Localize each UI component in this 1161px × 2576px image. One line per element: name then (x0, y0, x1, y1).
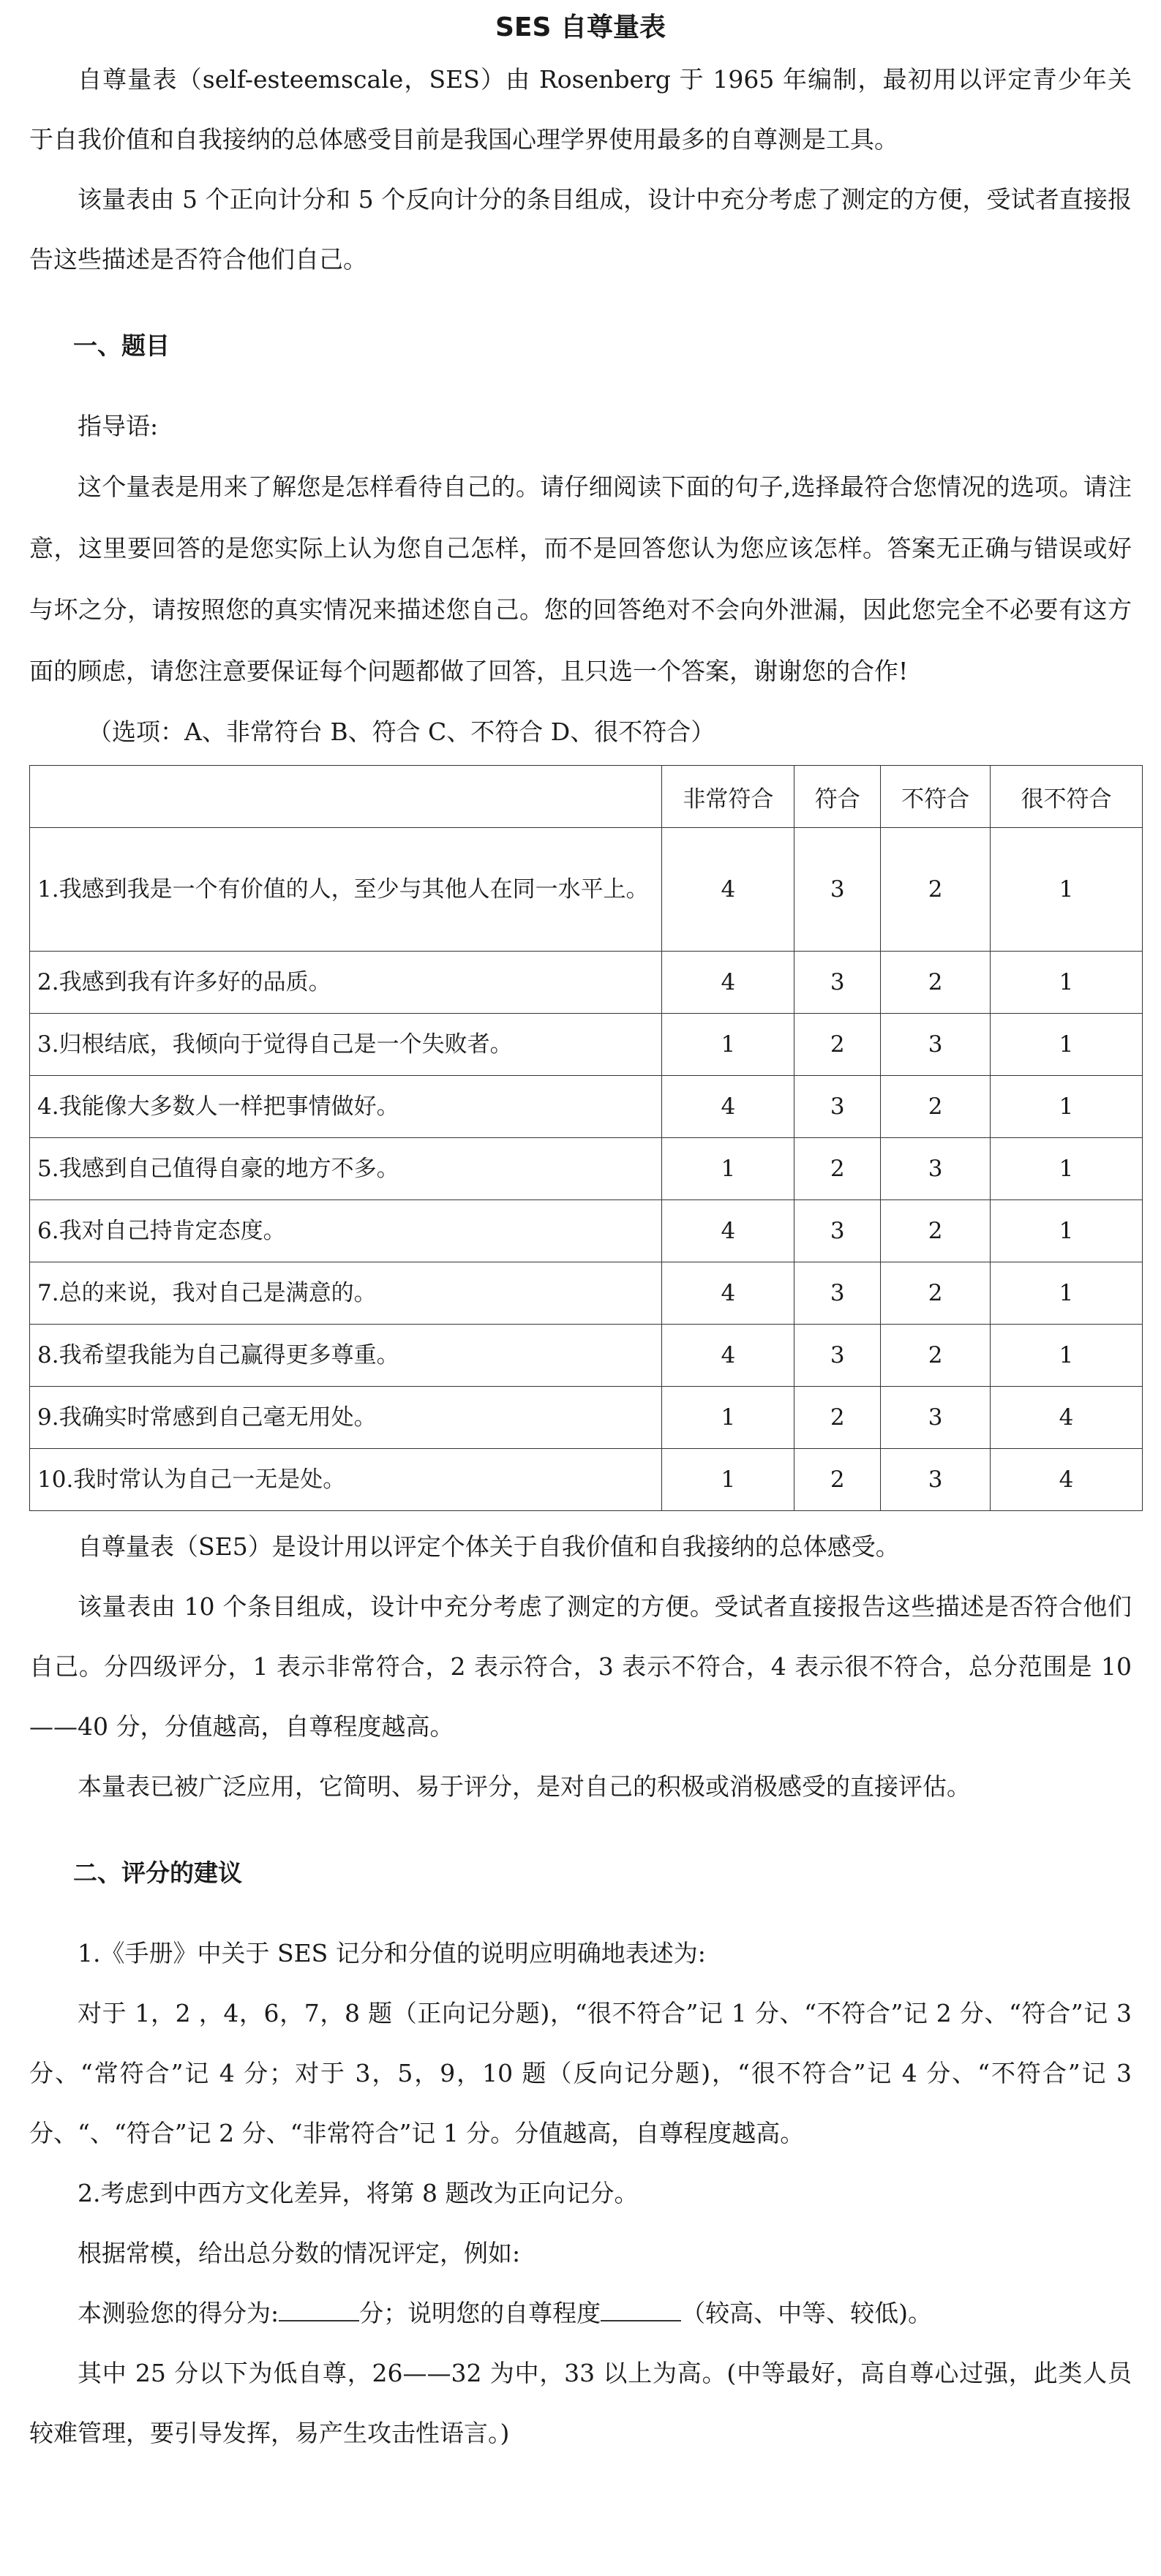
score-cell-a: 4 (662, 828, 794, 952)
score-cell-a: 1 (662, 1449, 794, 1511)
score-blank[interactable] (279, 2320, 359, 2321)
score-cell-b: 3 (794, 1262, 881, 1325)
question-cell: 8.我希望我能为自己赢得更多尊重。 (30, 1325, 662, 1387)
section-heading-scoring: 二、评分的建议 (73, 1858, 242, 1887)
intro-paragraph-2: 该量表由 5 个正向计分和 5 个反向计分的条目组成，设计中充分考虑了测定的方便，受试者直接报告这些描述是否符合他们自己。 (29, 185, 1132, 274)
score-cell-a: 1 (662, 1138, 794, 1200)
score-cell-c: 2 (881, 1200, 991, 1262)
header-cell-strongly-agree: 非常符合 (662, 766, 794, 828)
header-cell-strongly-disagree: 很不符合 (991, 766, 1143, 828)
score-line: 本测验您的得分为: 分；说明您的自尊程度 （较高、中等、较低)。 (78, 2299, 932, 2327)
score-prefix: 本测验您的得分为 (78, 2299, 271, 2327)
section-heading-questions: 一、题目 (73, 331, 170, 360)
table-header-row (30, 766, 1143, 828)
score-cell-b: 3 (794, 1325, 881, 1387)
summary-paragraph-1: 自尊量表（SE5）是设计用以评定个体关于自我价值和自我接纳的总体感受。 (78, 1532, 900, 1561)
table-row (30, 1387, 1143, 1449)
scoring-paragraph-1: 1.《手册》中关于 SES 记分和分值的说明应明确地表述为: (78, 1939, 706, 1967)
level-blank[interactable] (601, 2320, 681, 2321)
question-cell: 3.归根结底，我倾向于觉得自己是一个失败者。 (30, 1014, 662, 1076)
score-cell-b: 2 (794, 1449, 881, 1511)
score-cell-c: 3 (881, 1014, 991, 1076)
score-cell-d: 1 (991, 1325, 1143, 1387)
table-row (30, 1200, 1143, 1262)
question-cell: 2.我感到我有许多好的品质。 (30, 952, 662, 1014)
table-row (30, 1262, 1143, 1325)
scoring-paragraph-3: 2.考虑到中西方文化差异，将第 8 题改为正向记分。 (78, 2179, 639, 2207)
options-line: （选项：A、非常符台 B、符合 C、不符合 D、很不符合） (88, 718, 715, 746)
summary-paragraph-2: 该量表由 10 个条目组成，设计中充分考虑了测定的方便。受试者直接报告这些描述是否符合他们自己。分四级评分，1 表示非常符合，2 表示符合，3 表示不符合，4 表示很不符合，总分范围是 10——40 分，分值越高，自尊程度越高。 (29, 1592, 1132, 1741)
score-cell-d: 1 (991, 1076, 1143, 1138)
score-cell-d: 4 (991, 1387, 1143, 1449)
table-row (30, 1449, 1143, 1511)
question-cell: 7.总的来说，我对自己是满意的。 (30, 1262, 662, 1325)
table-row (30, 952, 1143, 1014)
header-cell-agree: 符合 (794, 766, 881, 828)
score-cell-d: 1 (991, 1138, 1143, 1200)
score-cell-d: 1 (991, 1200, 1143, 1262)
summary-paragraph-3: 本量表已被广泛应用，它简明、易于评分，是对自己的积极或消极感受的直接评估。 (78, 1772, 971, 1801)
score-cell-c: 2 (881, 952, 991, 1014)
score-cell-a: 4 (662, 1076, 794, 1138)
score-cell-d: 1 (991, 1262, 1143, 1325)
guide-text: 这个量表是用来了解您是怎样看待自己的。请仔细阅读下面的句子,选择最符合您情况的选项。请注意，这里要回答的是您实际上认为您自己怎样，而不是回答您认为您应该怎样。答案无正确与错误或好与坏之分，请按照您的真实情况来描述您自己。您的回答绝对不会向外泄漏，因此您完全不必要有这方面的顾虑，请您注意要保证每个问题都做了回答，且只选一个答案，谢谢您的合作! (29, 472, 1132, 685)
score-cell-b: 3 (794, 1076, 881, 1138)
score-cell-a: 4 (662, 1200, 794, 1262)
score-cell-b: 3 (794, 952, 881, 1014)
question-cell: 4.我能像大多数人一样把事情做好。 (30, 1076, 662, 1138)
question-cell: 1.我感到我是一个有价值的人，至少与其他人在同一水平上。 (30, 828, 662, 952)
question-cell: 6.我对自己持肯定态度。 (30, 1200, 662, 1262)
question-cell: 5.我感到自己值得自豪的地方不多。 (30, 1138, 662, 1200)
score-cell-d: 1 (991, 1014, 1143, 1076)
score-cell-a: 4 (662, 952, 794, 1014)
table-row (30, 1325, 1143, 1387)
header-cell-disagree: 不符合 (881, 766, 991, 828)
score-cell-c: 3 (881, 1138, 991, 1200)
question-cell: 9.我确实时常感到自己毫无用处。 (30, 1387, 662, 1449)
score-suffix: （较高、中等、较低)。 (681, 2299, 932, 2327)
table-row (30, 1076, 1143, 1138)
score-cell-c: 2 (881, 1325, 991, 1387)
score-cell-d: 1 (991, 828, 1143, 952)
score-cell-d: 4 (991, 1449, 1143, 1511)
table-row (30, 1138, 1143, 1200)
table-row (30, 1014, 1143, 1076)
score-cell-c: 3 (881, 1449, 991, 1511)
score-mid: 分；说明您的自尊程度 (359, 2299, 601, 2327)
score-cell-a: 4 (662, 1262, 794, 1325)
score-cell-a: 1 (662, 1014, 794, 1076)
score-cell-c: 2 (881, 1262, 991, 1325)
scoring-paragraph-2: 对于 1，2 ，4，6，7，8 题（正向记分题)，“很不符合”记 1 分、“不符合”记 2 分、“符合”记 3 分、“常符合”记 4 分；对于 3，5，9，10 题（反向记分题)，“很不符合”记 4 分、“不符合”记 3 分、“、“符合”记 2 分、“非常符合”记 1 分。分值越高，自尊程度越高。 (29, 1999, 1132, 2147)
scoring-paragraph-6: 其中 25 分以下为低自尊，26——32 为中，33 以上为高。(中等最好，高自尊心过强，此类人员较难管理，要引导发挥，易产生攻击性语言。) (29, 2359, 1132, 2447)
scoring-paragraph-4: 根据常模，给出总分数的情况评定，例如: (78, 2239, 521, 2267)
score-cell-d: 1 (991, 952, 1143, 1014)
score-cell-c: 2 (881, 1076, 991, 1138)
score-cell-b: 2 (794, 1138, 881, 1200)
score-cell-c: 3 (881, 1387, 991, 1449)
score-cell-c: 2 (881, 828, 991, 952)
score-cell-b: 2 (794, 1387, 881, 1449)
intro-paragraph-1: 自尊量表（self-esteemscale，SES）由 Rosenberg 于 1965 年编制，最初用以评定青少年关于自我价值和自我接纳的总体感受目前是我国心理学界使用最多的自尊测是工具。 (29, 65, 1132, 154)
question-cell: 10.我时常认为自己一无是处。 (30, 1449, 662, 1511)
score-cell-a: 4 (662, 1325, 794, 1387)
guide-label: 指导语: (78, 412, 159, 440)
score-cell-b: 3 (794, 828, 881, 952)
score-cell-b: 3 (794, 1200, 881, 1262)
score-cell-b: 2 (794, 1014, 881, 1076)
score-cell-a: 1 (662, 1387, 794, 1449)
header-cell-item (30, 766, 662, 828)
table-row (30, 828, 1143, 952)
page-title: SES 自尊量表 (495, 12, 666, 42)
scale-table (29, 765, 1143, 1511)
